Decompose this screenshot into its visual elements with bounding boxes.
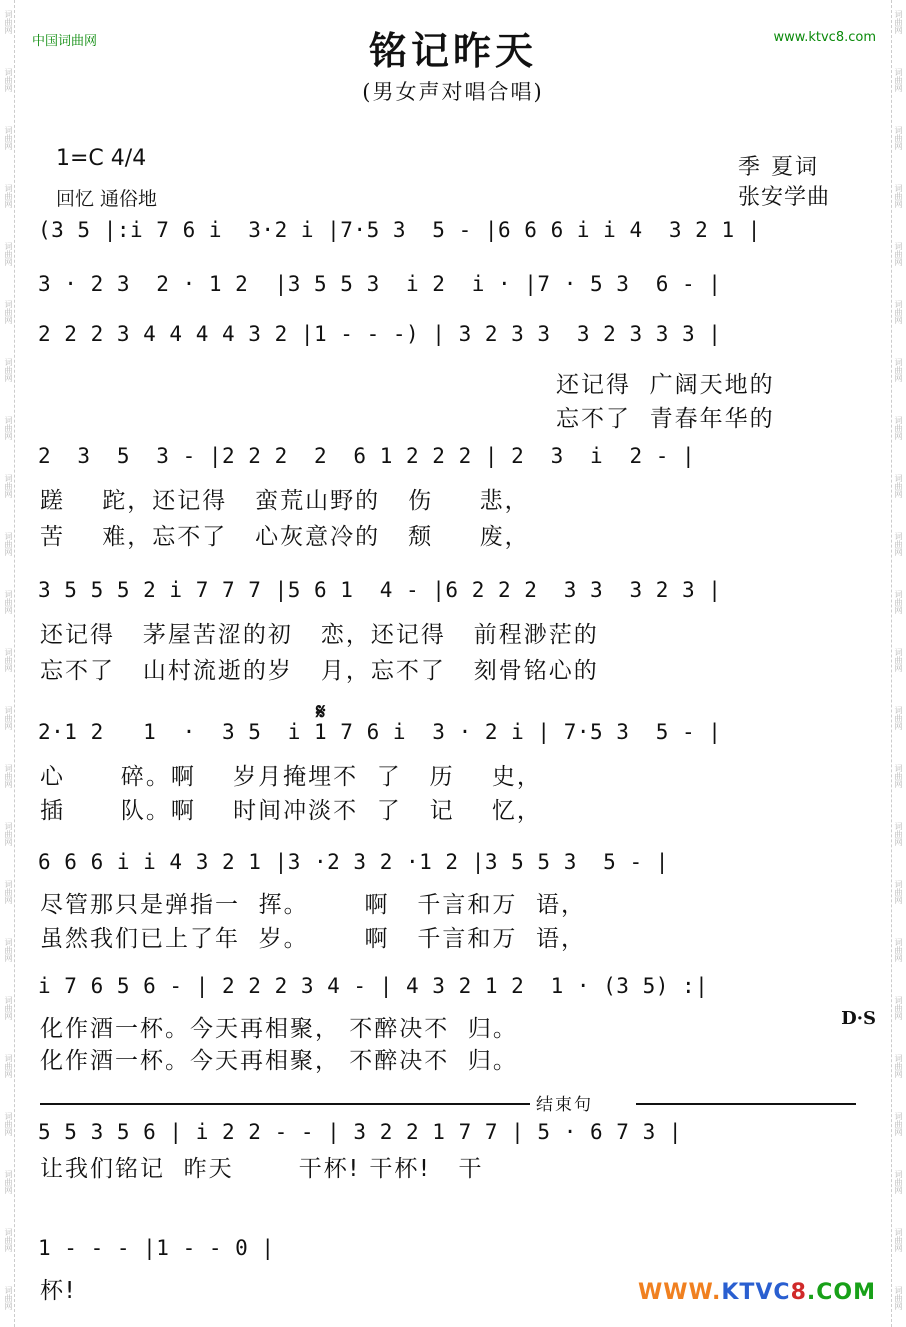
side-watermark-text: 词曲网: [4, 1286, 13, 1310]
side-watermark-text: 词曲网: [894, 126, 903, 150]
lyric-line-4-verse-1: 心 碎。啊 岁月掩埋不 了 历 史，: [40, 764, 542, 790]
side-watermark-text: 词曲网: [894, 474, 903, 498]
footer-url-part-4: .COM: [806, 1280, 876, 1305]
side-watermark-text: 词曲网: [4, 126, 13, 150]
segno-mark: 𝄋: [316, 700, 326, 725]
staff-line-7: 6 6 6 i i 4 3 2 1 |3 ·2 3 2 ·1 2 |3 5 5 3 5 - |: [38, 850, 669, 874]
side-watermark-text: 词曲网: [4, 764, 13, 788]
dal-segno-mark: D·S: [841, 1008, 876, 1029]
lyric-line-7: 让我们铭记 昨天 干杯! 干杯! 干: [40, 1156, 484, 1182]
side-watermark-text: 词曲网: [894, 1228, 903, 1252]
side-watermark-text: 词曲网: [894, 706, 903, 730]
side-watermark-text: 词曲网: [894, 764, 903, 788]
staff-line-9: 5 5 3 5 6 | i 2 2 - - | 3 2 2 1 7 7 | 5 · 6 7 3 |: [38, 1120, 683, 1144]
side-watermark-text: 词曲网: [894, 590, 903, 614]
lyricist-credit: 季 夏词: [738, 155, 819, 180]
staff-line-2: 3 · 2 3 2 · 1 2 |3 5 5 3 i 2 i · |7 · 5 3 6 - |: [38, 272, 722, 296]
side-watermark-text: 词曲网: [4, 532, 13, 556]
footer-site-logo: [638, 1280, 876, 1305]
side-watermark-text: 词曲网: [4, 474, 13, 498]
side-watermark-text: 词曲网: [894, 822, 903, 846]
staff-line-1: (3 5 |:i 7 6 i 3·2 i |7·5 3 5 - |6 6 6 i i 4 3 2 1 |: [38, 218, 761, 242]
side-watermark-text: 词曲网: [894, 1054, 903, 1078]
song-subtitle: (男女声对唱合唱): [362, 80, 544, 104]
side-watermark-text: 词曲网: [4, 938, 13, 962]
footer-url-part-3: 8: [790, 1280, 807, 1305]
side-watermark-text: 词曲网: [894, 938, 903, 962]
site-url-label: www.ktvc8.com: [773, 30, 876, 45]
side-watermark-text: 词曲网: [4, 10, 13, 34]
lyric-line-2-verse-1: 蹉 跎，还记得 蛮荒山野的 伤 悲，: [40, 488, 530, 514]
side-watermark-text: 词曲网: [894, 416, 903, 440]
side-watermark-text: 词曲网: [894, 184, 903, 208]
staff-line-4: 2 3 5 3 - |2 2 2 2 6 1 2 2 2 | 2 3 i 2 - |: [38, 444, 696, 468]
side-watermark-text: 词曲网: [4, 706, 13, 730]
lyric-line-2-verse-2: 苦 难，忘不了 心灰意冷的 颓 废，: [40, 524, 530, 550]
side-watermark-text: 词曲网: [4, 822, 13, 846]
lyric-line-3-verse-1: 还记得 茅屋苦涩的初 恋，还记得 前程渺茫的: [40, 622, 599, 648]
lyric-line-5-verse-1: 尽管那只是弹指一 挥。 啊 千言和万 语，: [40, 892, 587, 918]
side-watermark-text: 词曲网: [4, 358, 13, 382]
side-watermark-text: 词曲网: [894, 648, 903, 672]
ending-label: 结束句: [536, 1095, 593, 1115]
ending-bracket-left: [40, 1103, 530, 1105]
footer-url-part-2: KTVC: [721, 1280, 791, 1305]
side-watermark-text: 词曲网: [4, 880, 13, 904]
side-watermark-text: 词曲网: [894, 10, 903, 34]
side-watermark-text: 词曲网: [894, 1170, 903, 1194]
footer-url-part-1: WWW.: [637, 1280, 722, 1305]
staff-line-3: 2 2 2 3 4 4 4 4 3 2 |1 - - -) | 3 2 3 3 3 2 3 3 3 |: [38, 322, 722, 346]
side-watermark-text: 词曲网: [4, 242, 13, 266]
side-watermark-text: 词曲网: [894, 996, 903, 1020]
lyric-line-3-verse-2: 忘不了 山村流逝的岁 月，忘不了 刻骨铭心的: [40, 658, 599, 684]
tempo-marking: 回忆 通俗地: [56, 188, 158, 210]
side-watermark-text: 词曲网: [4, 1228, 13, 1252]
lyric-line-1-verse-1: 还记得 广阔天地的: [556, 372, 775, 398]
key-signature: 1=C 4/4: [56, 146, 147, 171]
staff-line-10: 1 - - - |1 - - 0 |: [38, 1236, 275, 1260]
lyric-line-1-verse-2: 忘不了 青春年华的: [556, 406, 775, 432]
side-watermark-text: 词曲网: [894, 1286, 903, 1310]
staff-line-6: 2·1 2 1 · 3 5 i 1 7 6 i 3 · 2 i | 7·5 3 5 - |: [38, 720, 722, 744]
lyric-line-5-verse-2: 虽然我们已上了年 岁。 啊 千言和万 语，: [40, 926, 587, 952]
side-watermark-text: 词曲网: [894, 300, 903, 324]
composer-credit: 张安学曲: [738, 185, 831, 210]
side-watermark-text: 词曲网: [4, 996, 13, 1020]
side-watermark-text: 词曲网: [4, 1054, 13, 1078]
lyric-line-8: 杯!: [40, 1278, 77, 1304]
staff-line-5: 3 5 5 5 2 i 7 7 7 |5 6 1 4 - |6 2 2 2 3 3 3 2 3 |: [38, 578, 722, 602]
lyric-line-4-verse-2: 插 队。啊 时间冲淡不 了 记 忆，: [40, 798, 542, 824]
side-watermark-text: 词曲网: [4, 590, 13, 614]
side-watermark-text: 词曲网: [4, 184, 13, 208]
side-watermark-text: 词曲网: [894, 242, 903, 266]
side-watermark-text: 词曲网: [894, 358, 903, 382]
side-watermark-text: 词曲网: [4, 1170, 13, 1194]
side-watermark-text: 词曲网: [894, 68, 903, 92]
side-watermark-text: 词曲网: [4, 416, 13, 440]
side-watermark-text: 词曲网: [4, 68, 13, 92]
side-watermark-text: 词曲网: [4, 300, 13, 324]
side-watermark-text: 词曲网: [894, 1112, 903, 1136]
side-watermark-text: 词曲网: [894, 532, 903, 556]
side-watermark-text: 词曲网: [4, 1112, 13, 1136]
staff-line-8: i 7 6 5 6 - | 2 2 2 3 4 - | 4 3 2 1 2 1 · (3 5) :|: [38, 974, 709, 998]
lyric-line-6-verse-2: 化作酒一杯。今天再相聚， 不醉决不 归。: [40, 1048, 518, 1074]
side-watermark-text: 词曲网: [4, 648, 13, 672]
song-title: 铭记昨天: [368, 29, 537, 73]
side-watermark-text: 词曲网: [894, 880, 903, 904]
lyric-line-6-verse-1: 化作酒一杯。今天再相聚， 不醉决不 归。: [40, 1016, 518, 1042]
site-name-label: 中国词曲网: [32, 34, 98, 49]
ending-bracket-right: [636, 1103, 856, 1105]
